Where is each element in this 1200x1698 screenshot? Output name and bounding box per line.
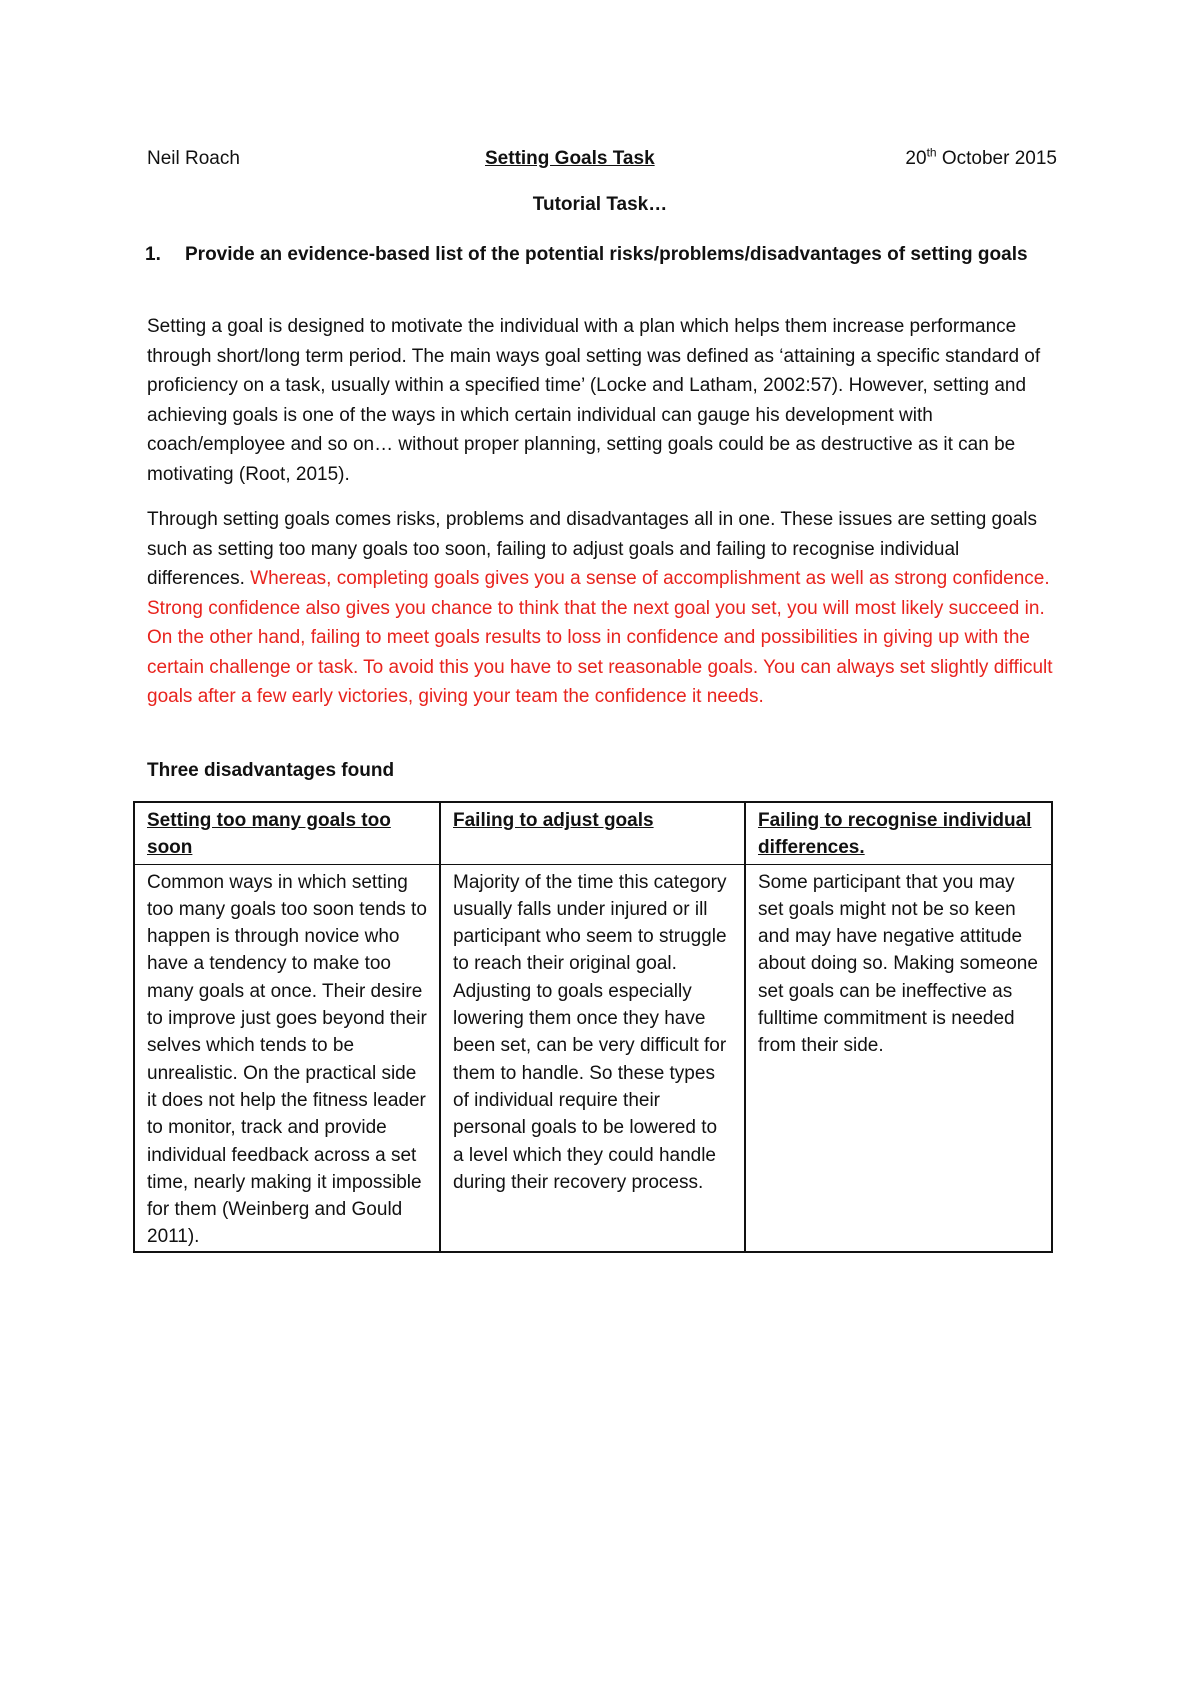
- paragraph-risks-red: Whereas, completing goals gives you a sense of accomplishment as well as strong confidence. Strong confidence also gives you chance to think that the next goal you set, you will most likely succeed in. On the other hand, failing to meet goals results to loss in confidence and possibilities in giving up with the certain challenge or task. To avoid this you have to set reasonable goals. You can always set slightly difficult goals after a few early victories, giving your team the confidence it needs.: [147, 568, 1053, 707]
- table-header-cell: Setting too many goals too soon: [134, 802, 440, 864]
- section-subtitle: Tutorial Task…: [532, 194, 668, 215]
- table-header-cell: Failing to recognise individual differences.: [745, 802, 1052, 864]
- document-header: [147, 145, 1057, 176]
- document-title: Setting Goals Task: [485, 148, 655, 169]
- paragraph-risks-black: Through setting goals comes risks, problems and disadvantages all in one. These issues are setting goals such as setting too many goals too soon, failing to adjust goals and failing to recognise individual differences.: [147, 509, 1037, 589]
- paragraph-intro: Setting a goal is designed to motivate the individual with a plan which helps them increase performance through short/long term period. The main ways goal setting was defined as ‘attaining a specific standard of proficiency on a task, usually within a specified time’ (Locke and Latham, 2002:57). However, setting and achieving goals is one of the ways in which certain individual can gauge his development with coach/employee and so on… without proper planning, setting goals could be as destructive as it can be motivating (Root, 2015).: [147, 316, 1041, 485]
- author-name: Neil Roach: [147, 148, 240, 169]
- table-cell: Some participant that you may set goals might not be so keen and may have negative attitude about doing so. Making someone set goals can be ineffective as fulltime commitment is needed from their side.: [745, 864, 1052, 1252]
- disadvantages-table: [133, 801, 1053, 1253]
- question-item: [145, 240, 1055, 269]
- date-suffix: th: [926, 145, 937, 160]
- date-day: 20: [905, 148, 927, 169]
- question-text: Provide an evidence-based list of the potential risks/problems/disadvantages of setting goals: [185, 244, 1028, 265]
- document-date: [905, 145, 1057, 170]
- table-header-cell: Failing to adjust goals: [440, 802, 745, 864]
- table-header-row: [134, 802, 1052, 864]
- disadvantages-heading: Three disadvantages found: [147, 760, 395, 781]
- table-cell: Common ways in which setting too many goals too soon tends to happen is through novice who have a tendency to make too many goals at once. Their desire to improve just goes beyond their selves which tends to be unrealistic. On the practical side it does not help the fitness leader to monitor, track and provide individual feedback across a set time, nearly making it impossible for them (Weinberg and Gould 2011).: [134, 864, 440, 1252]
- table-cell: Majority of the time this category usually falls under injured or ill participant who seem to struggle to reach their original goal. Adjusting to goals especially lowering them once they have been set, can be very difficult for them to handle. So these types of individual require their personal goals to be lowered to a level which they could handle during their recovery process.: [440, 864, 745, 1252]
- paragraph-risks: [147, 505, 1057, 712]
- question-number: 1.: [145, 244, 161, 265]
- table-row: [134, 864, 1052, 1252]
- date-month-year: October 2015: [936, 148, 1057, 169]
